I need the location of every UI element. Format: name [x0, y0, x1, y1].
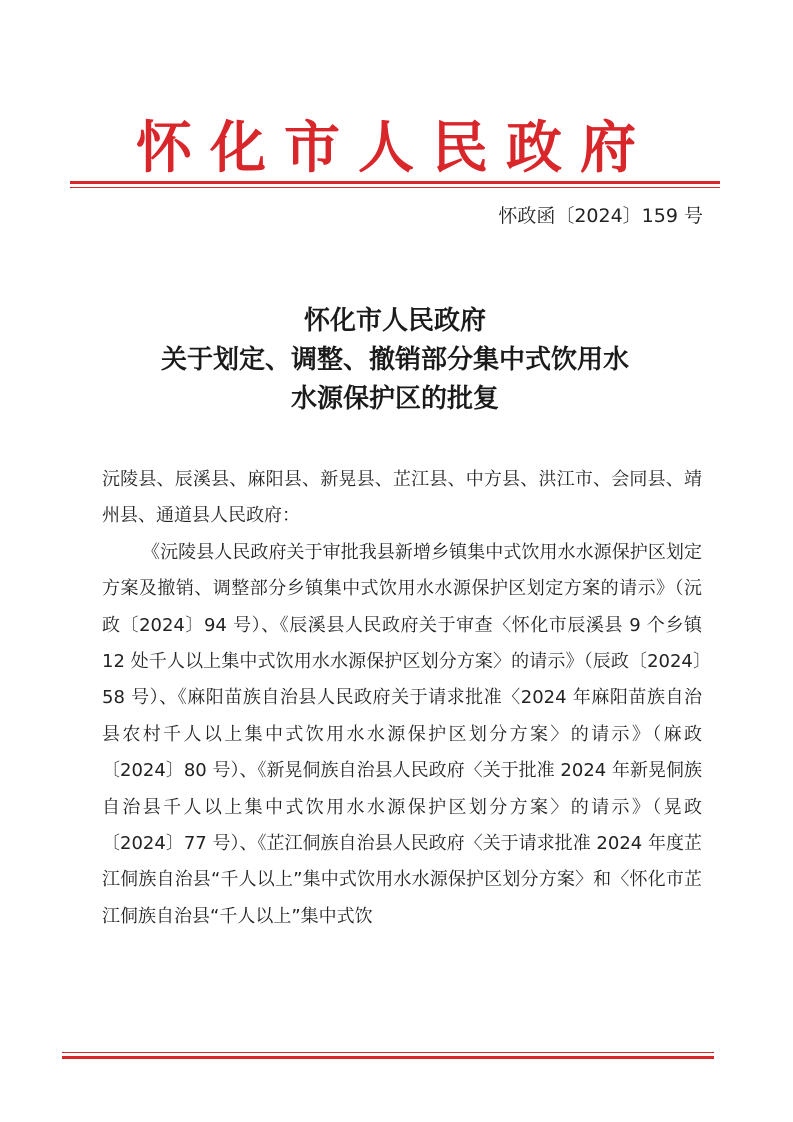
document-title — [70, 302, 720, 419]
footer-rule-thick — [62, 1056, 714, 1059]
title-line-1: 怀化市人民政府 — [303, 306, 486, 336]
footer-rule-thin — [62, 1052, 714, 1053]
masthead-rule-thick — [70, 181, 720, 184]
title-line-3: 水源保护区的批复 — [290, 384, 499, 414]
masthead-rule-thin — [70, 187, 720, 188]
title-line-2: 关于划定、调整、撤销部分集中式饮用水 — [160, 345, 629, 375]
document-body — [102, 462, 702, 935]
recipients: 沅陵县、辰溪县、麻阳县、新晃县、芷江县、中方县、洪江市、会同县、靖州县、通道县人民政府： — [102, 469, 702, 527]
issuer-masthead: 怀化市人民政府 — [136, 115, 654, 181]
body-paragraph-1: 《沅陵县人民政府关于审批我县新增乡镇集中式饮用水水源保护区划定方案及撤销、调整部分乡镇集中式饮用水水源保护区划定方案的请示》（沅政〔2024〕94 号）、《辰溪县人民政府关于审查〈怀化市辰溪县 9 个乡镇 12 处千人以上集中式饮用水水源保护区划分方案〉的请示》（辰政〔2024〕58 号）、《麻阳苗族自治县人民政府关于请求批准〈2024 年麻阳苗族自治县农村千人以上集中式饮用水水源保护区划分方案〉的请示》（麻政〔2024〕80 号）、《新晃侗族自治县人民政府〈关于批准 2024 年新晃侗族自治县千人以上集中式饮用水水源保护区划分方案〉的请示》（晃政〔2024〕77 号）、《芷江侗族自治县人民政府〈关于请求批准 2024 年度芷江侗族自治县“千人以上”集中式饮用水水源保护区划分方案〉和〈怀化市芷江侗族自治县“千人以上”集中式饮 — [102, 541, 702, 927]
document-number: 怀政函〔2024〕159 号 — [498, 205, 703, 227]
